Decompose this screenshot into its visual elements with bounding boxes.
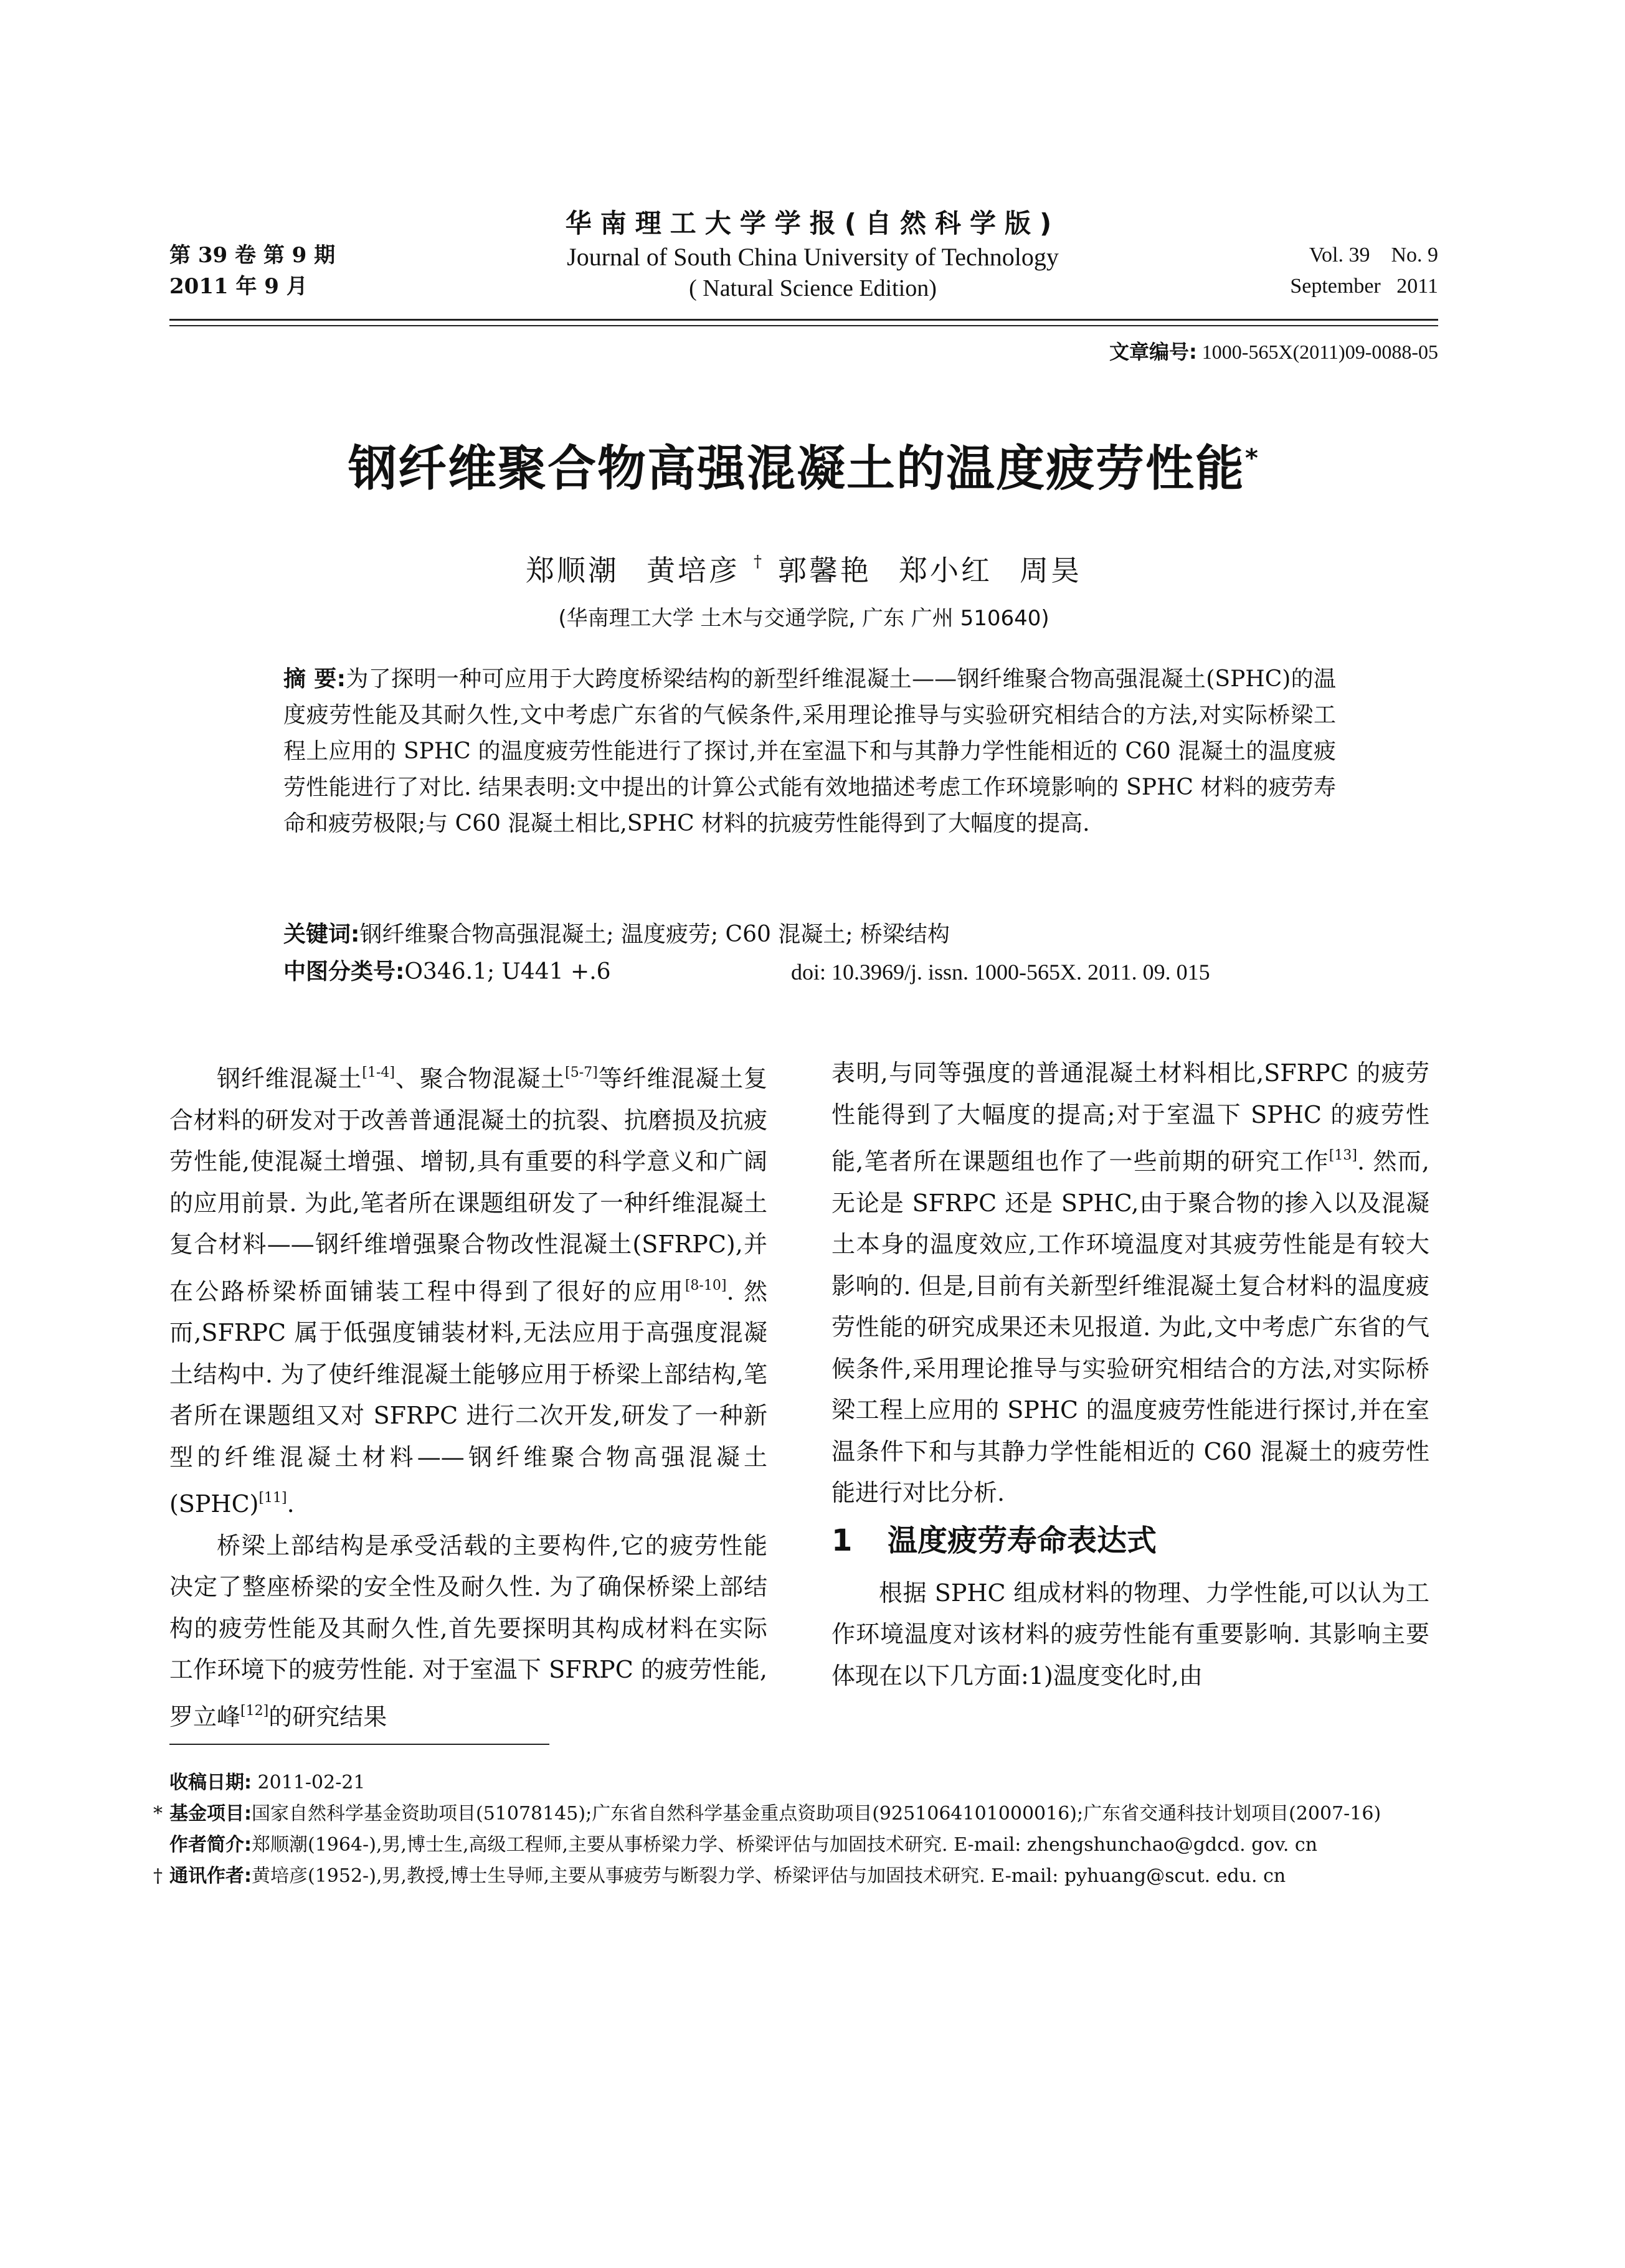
classification-label: 中图分类号: <box>283 959 405 985</box>
abstract-label: 摘 要: <box>283 666 346 692</box>
journal-name-en: Journal of South China University of Technology <box>567 243 1059 271</box>
date-cn: 2011 年 9 月 <box>169 274 308 299</box>
body-text: 钢纤维混凝土 <box>217 1065 362 1092</box>
body-text: 根据 SPHC 组成材料的物理、力学性能,可以认为工作环境温度对该材料的疲劳性能有重要影响. 其影响主要体现在以下几方面:1)温度变化时,由 <box>831 1579 1429 1689</box>
article-number-label: 文章编号: <box>1109 340 1197 364</box>
footnote-received <box>169 1767 1440 1798</box>
journal-name-cn: 华南理工大学学报(自然科学版) <box>565 208 1061 239</box>
received-label: 收稿日期: <box>169 1772 252 1793</box>
body-text: . 然而,无论是 SFRPC 还是 SPHC,由于聚合物的掺入以及混凝土本身的温度效应,工作环境温度对其疲劳性能是有较大影响的. 但是,目前有关新型纤维混凝土复合材料的温度疲劳性能的研究成果还未见报道. 为此,文中考虑广东省的气候条件,采用理论推导与实验研究相结合的方法,对实际桥梁工程上应用的 SPHC 的温度疲劳性能进行探讨,并在室温条件下和与其静力学性能相近的 C60 混凝土的疲劳性能进行对比分析. <box>831 1148 1429 1506</box>
body-paragraph <box>831 1052 1429 1514</box>
paper-title <box>169 430 1438 499</box>
keywords-label: 关键词: <box>283 922 360 947</box>
volume-issue-cn: 第 39 卷 第 9 期 <box>169 243 336 268</box>
journal-edition: ( Natural Science Edition) <box>689 275 937 301</box>
footnote-corresponding <box>153 1861 1440 1892</box>
abstract-text: 为了探明一种可应用于大跨度桥梁结构的新型纤维混凝土——钢纤维聚合物高强混凝土(SPHC)的温度疲劳性能及其耐久性,文中考虑广东省的气候条件,采用理论推导与实验研究相结合的方法,对实际桥梁工程上应用的 SPHC 的温度疲劳性能进行了探讨,并在室温下和与其静力学性能相近的 C60 混凝土的温度疲劳性能进行了对比. 结果表明:文中提出的计算公式能有效地描述考虑工作环境影响的 SPHC 材料的疲劳寿命和疲劳极限;与 C60 混凝土相比,SPHC 材料的抗疲劳性能得到了大幅度的提高. <box>283 666 1336 836</box>
citation-ref: [8-10] <box>685 1277 727 1293</box>
issue-info-right <box>1290 240 1438 302</box>
abstract <box>283 661 1336 842</box>
citation-ref: [12] <box>240 1703 269 1719</box>
author-name: 黄培彦 <box>647 554 740 587</box>
classification-number <box>283 954 611 990</box>
body-text: 桥梁上部结构是承受活载的主要构件,它的疲劳性能决定了整座桥梁的安全性及耐久性. 为了确保桥梁上部结构的疲劳性能及其耐久性,首先要探明其构成材料在实际工作环境下的疲劳性能. 对于室温下 SFRPC 的疲劳性能,罗立峰 <box>169 1531 767 1731</box>
doi: doi: 10.3969/j. issn. 1000-565X. 2011. 09. 015 <box>791 960 1210 985</box>
author-name: 郑顺潮 <box>526 554 619 587</box>
body-paragraph <box>169 1525 767 1738</box>
title-footnote-mark: * <box>1245 444 1259 473</box>
fund-text: 国家自然科学基金资助项目(51078145);广东省自然科学基金重点资助项目(9251064101000016);广东省交通科技计划项目(2007-16) <box>252 1803 1381 1825</box>
bio-text: 郑顺潮(1964-),男,博士生,高级工程师,主要从事桥梁力学、桥梁评估与加固技术研究. E-mail: zhengshunchao@gdcd. gov. cn <box>252 1834 1318 1856</box>
author-list <box>169 548 1438 589</box>
corresponding-label: 通讯作者: <box>169 1865 252 1887</box>
body-text: 、聚合物混凝土 <box>394 1065 566 1092</box>
corresponding-mark: † <box>153 1865 163 1887</box>
date-en: September 2011 <box>1290 275 1438 298</box>
body-paragraph <box>169 1052 767 1525</box>
citation-ref: [13] <box>1329 1148 1357 1163</box>
body-column-right <box>831 1052 1429 1696</box>
author-mark: † <box>754 552 764 571</box>
bio-label: 作者简介: <box>169 1834 252 1856</box>
article-number-value: 1000-565X(2011)09-0088-05 <box>1201 341 1438 363</box>
footnote-fund <box>153 1798 1440 1830</box>
fund-label: 基金项目: <box>169 1803 252 1825</box>
corresponding-text: 黄培彦(1952-),男,教授,博士生导师,主要从事疲劳与断裂力学、桥梁评估与加固技术研究. E-mail: pyhuang@scut. edu. cn <box>252 1865 1286 1887</box>
fund-mark: * <box>153 1803 163 1825</box>
section-heading <box>831 1518 1429 1564</box>
article-number <box>1109 336 1438 365</box>
body-text: . <box>287 1490 295 1518</box>
section-title: 温度疲劳寿命表达式 <box>888 1523 1157 1558</box>
body-column-left <box>169 1052 767 1737</box>
body-text: 等纤维混凝土复合材料的研发对于改善普通混凝土的抗裂、抗磨损及抗疲劳性能,使混凝土增强、增韧,具有重要的科学意义和广阔的应用前景. 为此,笔者所在课题组研发了一种纤维混凝土复合材料——钢纤维增强聚合物改性混凝土(SFRPC),并在公路桥梁桥面铺装工程中得到了很好的应用 <box>169 1065 767 1305</box>
body-text: 表明,与同等强度的普通混凝土材料相比,SFRPC 的疲劳性能得到了大幅度的提高;对于室温下 SPHC 的疲劳性能,笔者所在课题组也作了一些前期的研究工作 <box>831 1059 1429 1175</box>
header-rule-top <box>169 319 1438 321</box>
author-name: 周昊 <box>1020 554 1082 587</box>
citation-ref: [11] <box>258 1490 287 1506</box>
citation-ref: [5-7] <box>565 1065 598 1080</box>
author-name: 郭馨艳 <box>778 554 871 587</box>
author-name: 郑小红 <box>899 554 992 587</box>
body-text: 的研究结果 <box>268 1703 387 1731</box>
section-number: 1 <box>831 1523 853 1558</box>
issue-info-left <box>169 240 335 302</box>
classification-value: O346.1; U441 +.6 <box>404 959 611 985</box>
journal-masthead <box>399 206 1227 304</box>
volume-issue-en: Vol. 39 No. 9 <box>1309 243 1438 267</box>
affiliation: (华南理工大学 土木与交通学院, 广东 广州 510640) <box>558 606 1049 631</box>
citation-ref: [1-4] <box>362 1065 395 1080</box>
paper-title-text: 钢纤维聚合物高强混凝土的温度疲劳性能 <box>348 441 1246 497</box>
header-rule-bottom <box>169 325 1438 326</box>
keywords-text: 钢纤维聚合物高强混凝土; 温度疲劳; C60 混凝土; 桥梁结构 <box>359 922 950 947</box>
body-paragraph <box>831 1572 1429 1697</box>
footnote-author-bio <box>169 1830 1440 1861</box>
body-text: . 然而,SFRPC 属于低强度铺装材料,无法应用于高强度混凝土结构中. 为了使纤维混凝土能够应用于桥梁上部结构,笔者所在课题组又对 SFRPC 进行二次开发,研发了一种新型的纤维混凝土材料——钢纤维聚合物高强混凝土(SPHC) <box>169 1277 767 1518</box>
footnote-rule <box>169 1744 549 1745</box>
received-date: 2011-02-21 <box>257 1772 366 1793</box>
footnotes <box>153 1767 1440 1892</box>
keywords <box>283 917 1336 953</box>
